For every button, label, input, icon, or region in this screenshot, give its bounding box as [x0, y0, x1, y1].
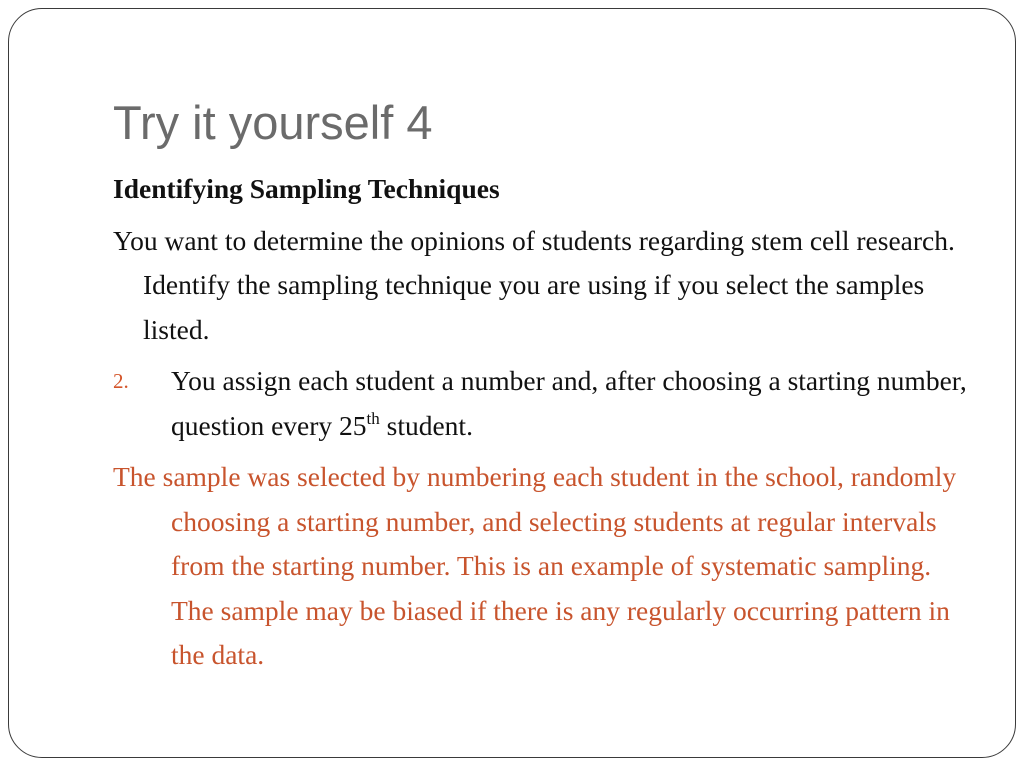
slide-body: [113, 167, 973, 678]
list-item-number: 2.: [113, 369, 129, 393]
list-item: [113, 359, 973, 448]
slide: [8, 8, 1016, 758]
list-item-text-end: student.: [379, 409, 473, 441]
slide-title: Try it yourself 4: [113, 96, 433, 149]
answer-paragraph: The sample was selected by numbering each student in the school, randomly choosing a starting number, and selecting students at regular intervals from the starting number. This is an example of systematic sampling. The sample may be biased if there is any regularly occurring pattern in the data.: [113, 461, 957, 670]
intro-paragraph: You want to determine the opinions of students regarding stem cell research. Identify the sampling technique you are using if you select the samples listed.: [113, 224, 955, 345]
list-item-text: You assign each student a number and, after choosing a starting number, question every 25: [171, 365, 967, 441]
section-heading: Identifying Sampling Techniques: [113, 173, 500, 204]
ordinal-superscript: th: [366, 408, 380, 428]
